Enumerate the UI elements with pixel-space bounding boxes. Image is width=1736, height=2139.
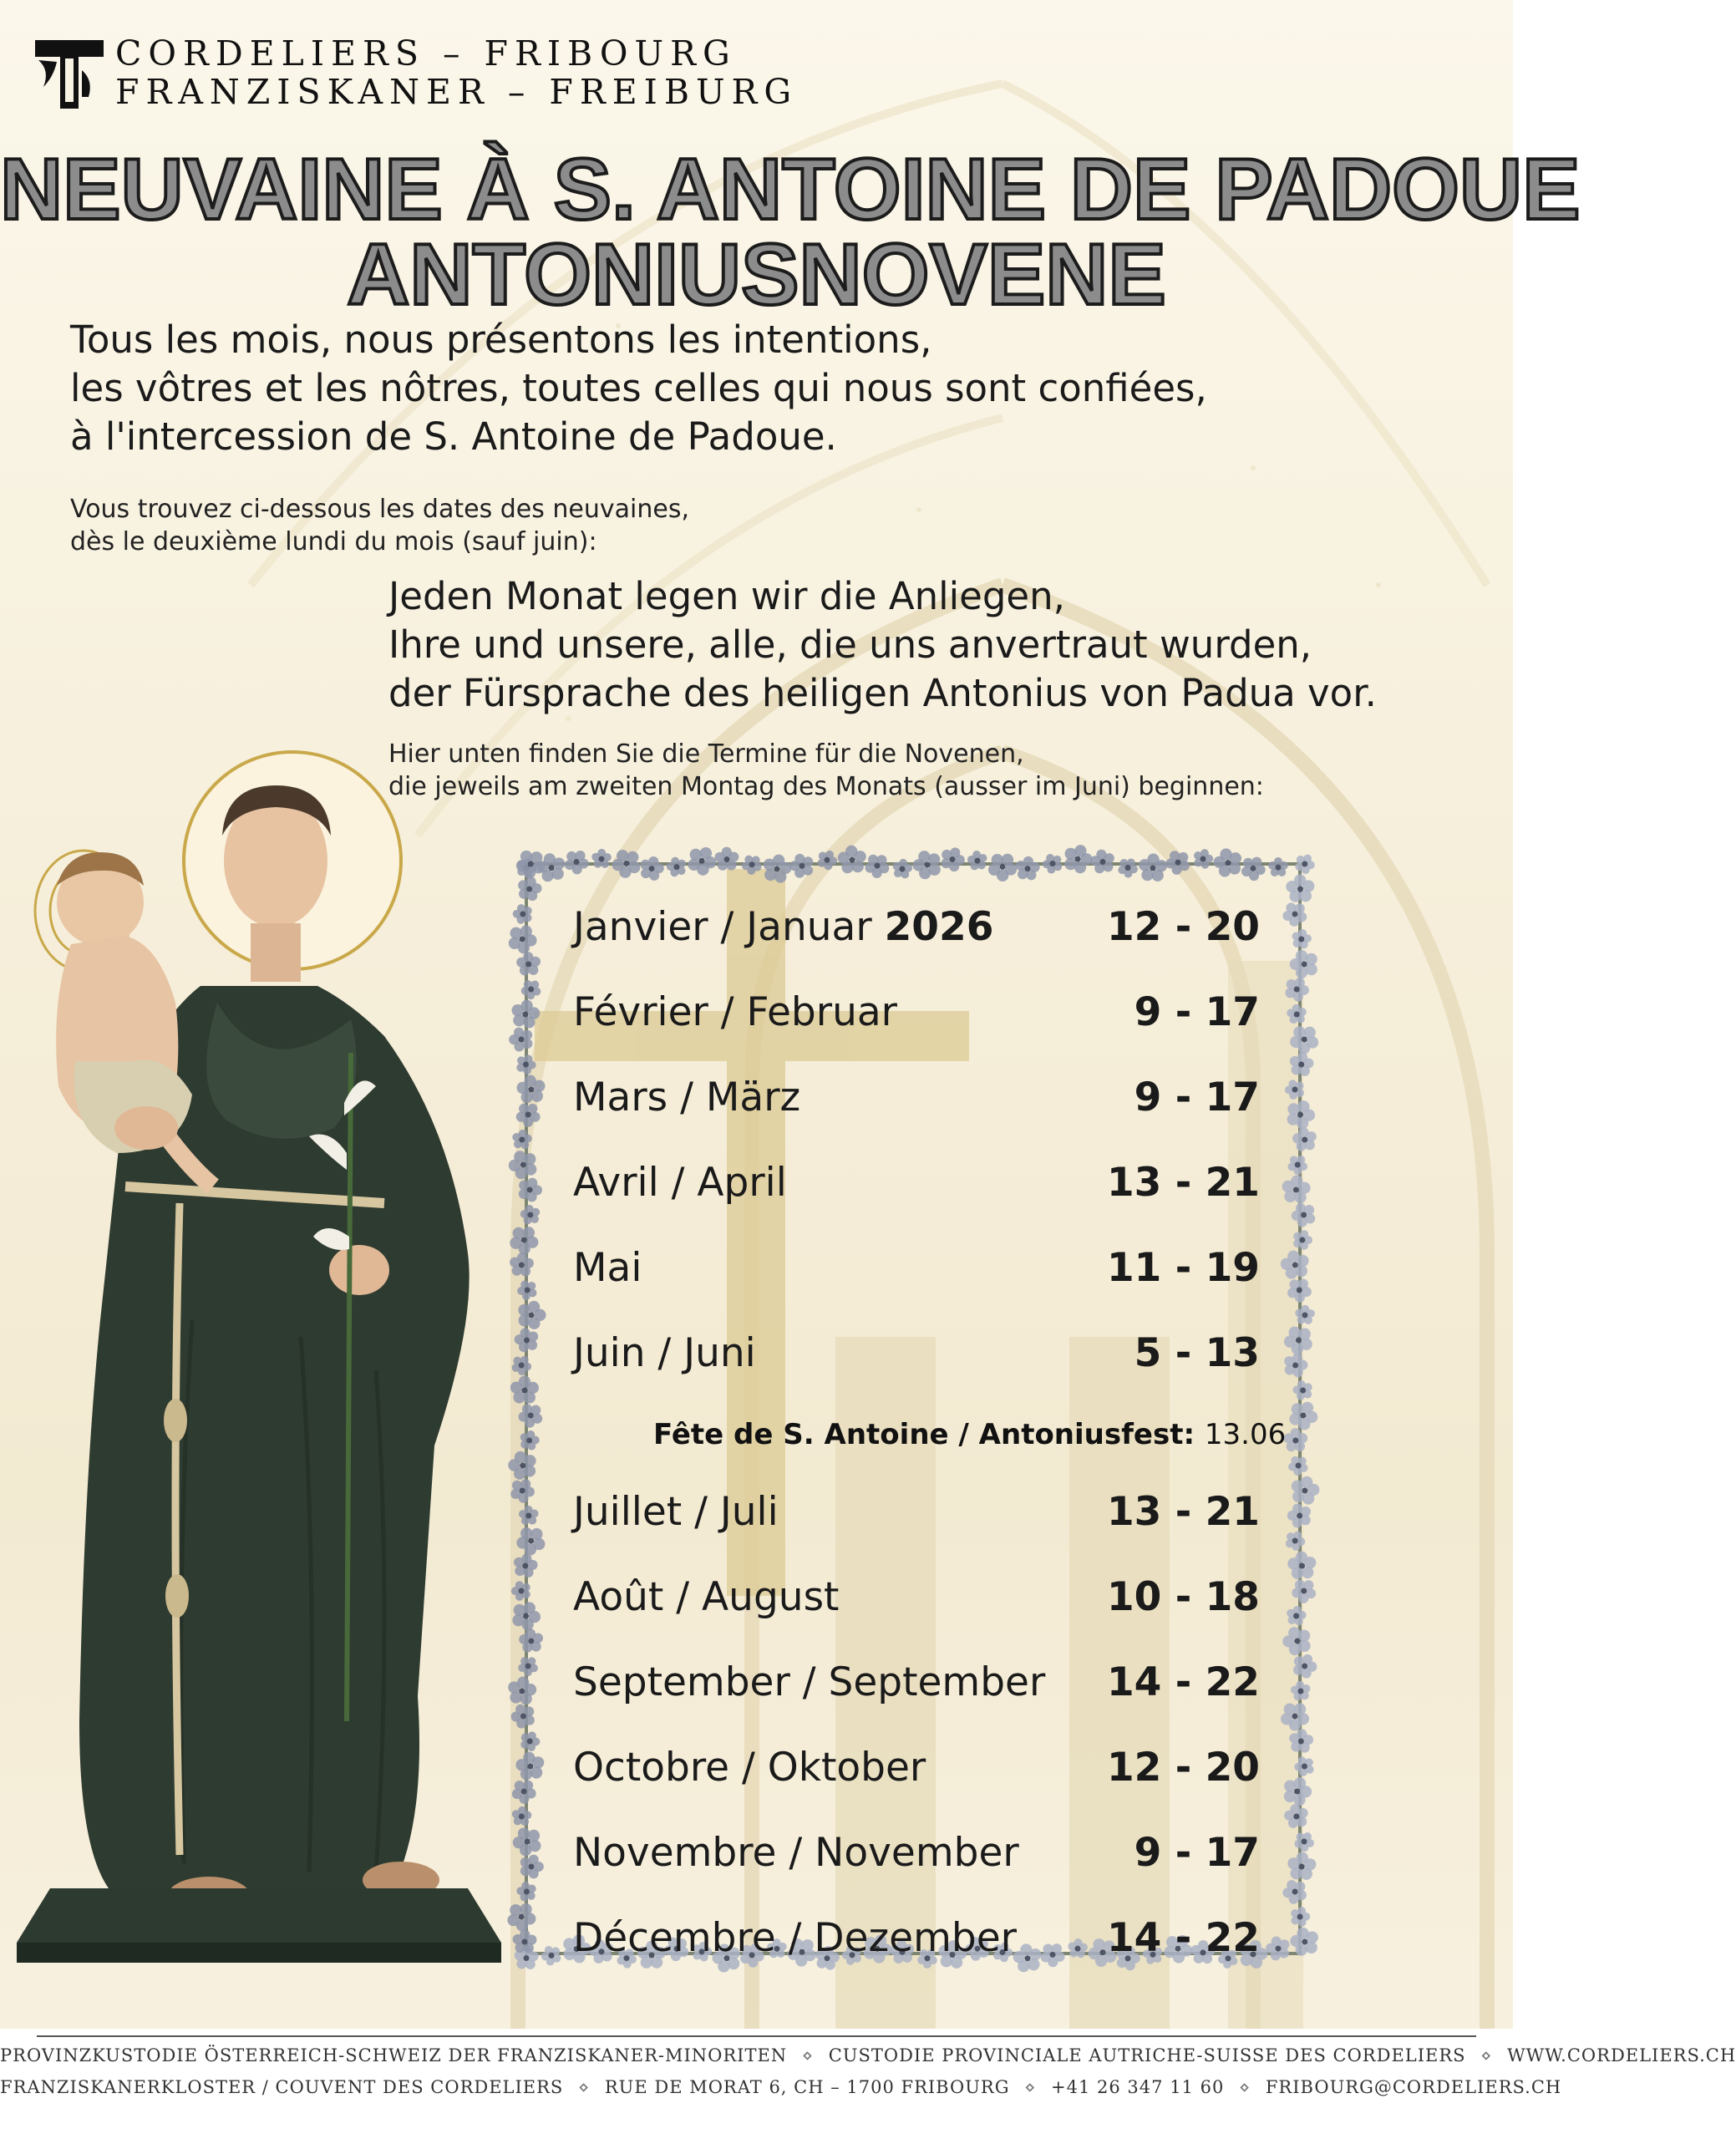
flower-icon <box>612 850 641 878</box>
novena-dates: 13 - 21 <box>1106 1160 1260 1206</box>
flower-icon <box>511 1000 540 1029</box>
novena-dates: 11 - 19 <box>1106 1245 1260 1291</box>
month-name: Janvier / Januar <box>573 904 872 950</box>
flower-icon <box>510 1479 535 1503</box>
flower-icon <box>591 849 612 868</box>
flower-icon <box>641 856 664 881</box>
footer-phone: +41 26 347 11 60 <box>1051 2077 1225 2097</box>
flower-icon <box>511 1705 535 1729</box>
novena-schedule <box>573 902 1287 1999</box>
flower-icon <box>742 856 762 875</box>
french-note-line: dès le deuxième lundi du mois (sauf juin): <box>70 527 597 556</box>
flower-icon <box>1289 1729 1313 1752</box>
flower-icon <box>509 1028 532 1052</box>
flower-icon <box>1291 1907 1310 1927</box>
flower-icon <box>1268 857 1288 876</box>
french-intro-line: à l'intercession de S. Antoine de Padoue. <box>70 414 837 459</box>
separator-icon: ⋄ <box>1480 2045 1493 2065</box>
german-intro-line: der Fürsprache des heiligen Antonius von Padua vor. <box>388 671 1377 715</box>
flower-icon <box>1292 1127 1317 1151</box>
flower-icon <box>1282 1880 1307 1904</box>
flower-icon <box>893 859 912 878</box>
feast-date: 13.06 <box>1204 1418 1287 1451</box>
footer-address: RUE DE MORAT 6, CH – 1700 FRIBOURG <box>604 2077 1010 2097</box>
flower-icon <box>1292 1203 1315 1227</box>
flower-icon <box>1295 1305 1315 1324</box>
flower-icon <box>1293 1230 1312 1250</box>
french-note-line: Vous trouvez ci-dessous les dates des neuvaines, <box>70 495 690 524</box>
flower-icon <box>818 851 837 870</box>
german-intro <box>388 572 1377 718</box>
schedule-row <box>573 1158 1266 1243</box>
flower-icon <box>541 1946 561 1965</box>
schedule-row <box>573 1487 1266 1572</box>
flower-icon <box>1287 1504 1311 1528</box>
footer <box>0 2029 1736 2139</box>
flower-icon <box>838 846 866 874</box>
novena-dates: 9 - 17 <box>1134 1075 1260 1120</box>
flower-icon <box>520 1205 540 1224</box>
flower-icon <box>1290 1026 1318 1054</box>
flower-icon <box>1285 1080 1304 1100</box>
month-label <box>573 1158 787 1208</box>
month-label <box>573 1487 779 1537</box>
flower-icon <box>1287 1156 1307 1175</box>
org-name-french: CORDELIERS – FRIBOURG <box>115 33 737 74</box>
flower-icon <box>1090 850 1114 874</box>
flower-icon <box>1294 1832 1314 1852</box>
month-name: Juin / Juni <box>573 1330 756 1376</box>
flower-icon <box>515 1328 538 1352</box>
title-german: ANTONIUSNOVENE <box>347 226 1166 323</box>
flower-icon <box>1290 1928 1318 1956</box>
month-name: Avril / April <box>573 1160 787 1206</box>
flower-icon <box>764 855 792 883</box>
flower-icon <box>1290 1052 1314 1076</box>
novena-dates: 13 - 21 <box>1106 1489 1260 1535</box>
flower-icon <box>518 1301 546 1329</box>
separator-icon: ⋄ <box>578 2077 591 2097</box>
flower-icon <box>912 851 940 879</box>
french-dates-note <box>70 493 689 558</box>
flower-icon <box>1286 874 1314 902</box>
month-name: Mai <box>573 1245 642 1291</box>
flower-icon <box>1289 1402 1317 1430</box>
flower-icon <box>519 1628 543 1652</box>
flower-icon <box>1287 1852 1316 1879</box>
flower-icon <box>1292 1476 1320 1505</box>
flower-icon <box>688 847 716 876</box>
month-name: Décembre / Dezember <box>573 1915 1017 1961</box>
separator-icon: ⋄ <box>1024 2077 1037 2097</box>
schedule-row <box>573 1572 1266 1658</box>
flower-icon <box>941 847 964 871</box>
flower-icon <box>509 926 537 954</box>
feast-day-note <box>653 1414 1286 1456</box>
flower-icon <box>519 1178 542 1202</box>
flower-icon <box>512 1806 532 1826</box>
flower-icon <box>1283 1428 1307 1451</box>
month-label <box>573 1073 800 1123</box>
flower-icon <box>715 847 739 871</box>
flower-icon <box>1282 902 1307 926</box>
novena-dates: 12 - 20 <box>1106 1745 1260 1791</box>
novena-dates: 14 - 22 <box>1106 1659 1260 1705</box>
title-french: NEUVAINE À S. ANTOINE DE PADOUE <box>0 141 1581 238</box>
footer-custody-de: PROVINZKUSTODIE ÖSTERREICH-SCHWEIZ DER FRANZISKANER-MINORITEN <box>0 2045 788 2065</box>
flower-icon <box>516 1054 536 1075</box>
flower-icon <box>1282 1627 1310 1655</box>
flower-icon <box>1139 853 1167 881</box>
flower-icon <box>513 904 532 924</box>
flower-icon <box>519 1506 539 1525</box>
month-label <box>573 902 993 953</box>
month-label <box>573 1913 1017 1964</box>
footer-convent: FRANZISKANERKLOSTER / COUVENT DES CORDELIERS <box>0 2077 564 2097</box>
flower-icon <box>1295 855 1314 874</box>
french-intro <box>70 316 1207 461</box>
flower-icon <box>1043 854 1062 874</box>
flower-icon <box>865 855 889 878</box>
flower-icon <box>1294 1756 1313 1776</box>
month-name: Mars / März <box>573 1075 801 1120</box>
flower-icon <box>512 1781 536 1804</box>
flower-icon <box>519 1404 543 1428</box>
flower-icon <box>1194 849 1213 869</box>
schedule-row <box>573 1913 1266 1999</box>
schedule-row <box>573 1329 1266 1414</box>
flower-icon <box>1284 1777 1312 1806</box>
footer-line-2 <box>0 2077 1562 2097</box>
flower-icon <box>1287 1606 1306 1625</box>
flower-icon <box>516 1104 541 1127</box>
novena-dates: 10 - 18 <box>1106 1574 1260 1620</box>
organization-header <box>35 33 799 117</box>
flower-icon <box>513 1929 537 1953</box>
franciscan-tau-logo-icon <box>35 37 104 112</box>
flower-icon <box>789 854 813 878</box>
flower-icon <box>511 1581 530 1601</box>
novena-dates: 5 - 13 <box>1134 1330 1260 1376</box>
flower-icon <box>509 1151 537 1179</box>
flower-icon <box>516 1882 536 1902</box>
german-intro-line: Ihre und unsere, alle, die uns anvertraut wurden, <box>388 622 1312 667</box>
flower-icon <box>565 851 589 874</box>
flower-icon <box>510 1227 538 1254</box>
schedule-row <box>573 1828 1266 1913</box>
flower-icon <box>1284 1804 1308 1828</box>
flower-icon <box>667 857 686 877</box>
footer-website: WWW.CORDELIERS.CH <box>1507 2045 1736 2065</box>
flower-icon <box>1282 1175 1311 1203</box>
schedule-row <box>573 902 1266 988</box>
french-intro-line: Tous les mois, nous présentons les intentions, <box>70 318 932 362</box>
saint-anthony-statue-image <box>0 735 501 1972</box>
flower-icon <box>1293 1380 1312 1400</box>
flower-icon <box>1284 1353 1307 1377</box>
flower-icon <box>517 1281 536 1300</box>
month-label <box>573 988 897 1038</box>
month-name: September / September <box>573 1659 1046 1705</box>
month-name: Novembre / November <box>573 1830 1019 1876</box>
flower-icon <box>1281 1703 1309 1730</box>
year-label: 2026 <box>884 904 994 950</box>
flower-icon <box>1118 858 1138 877</box>
separator-icon: ⋄ <box>801 2045 815 2065</box>
flower-icon <box>1290 950 1317 978</box>
flower-icon <box>512 1602 541 1630</box>
flower-icon <box>1165 851 1190 875</box>
german-dates-note <box>388 738 1264 803</box>
footer-custody-fr: CUSTODIE PROVINCIALE AUTRICHE-SUISSE DES CORDELIERS <box>828 2045 1466 2065</box>
flower-icon <box>517 1075 546 1104</box>
flower-icon <box>1292 1580 1316 1603</box>
german-note-line: Hier unten finden Sie die Termine für die Novenen, <box>388 739 1024 769</box>
feast-label: Fête de S. Antoine / Antoniusfest: <box>653 1418 1195 1451</box>
flower-icon <box>967 851 987 870</box>
feast-day-row <box>573 1414 1287 1487</box>
schedule-row <box>573 988 1266 1073</box>
flower-icon <box>518 876 541 901</box>
novena-dates: 9 - 17 <box>1134 1830 1260 1876</box>
flower-icon <box>514 1553 538 1578</box>
month-label <box>573 1828 1019 1878</box>
flower-icon <box>1293 1654 1317 1679</box>
schedule-row <box>573 1243 1266 1329</box>
flower-icon <box>513 1827 541 1856</box>
flower-icon <box>520 1855 544 1879</box>
month-label <box>573 1329 756 1379</box>
flower-icon <box>1284 1327 1312 1355</box>
month-label <box>573 1743 926 1793</box>
schedule-row <box>573 1073 1266 1158</box>
flower-icon <box>512 1130 531 1149</box>
flower-icon <box>512 1356 532 1375</box>
flower-icon <box>1285 978 1309 1002</box>
flower-icon <box>510 1375 539 1403</box>
footer-divider <box>37 2035 1476 2037</box>
flower-icon <box>520 1430 540 1451</box>
flower-icon <box>515 1752 544 1781</box>
separator-icon: ⋄ <box>1239 2077 1251 2097</box>
flower-icon <box>516 952 541 975</box>
schedule-row <box>573 1743 1266 1828</box>
flower-icon <box>1287 1278 1312 1302</box>
flower-icon <box>520 1731 540 1751</box>
month-name: Octobre / Oktober <box>573 1745 926 1791</box>
flower-icon <box>508 1451 536 1480</box>
month-label <box>573 1243 642 1293</box>
month-name: Juillet / Juli <box>573 1489 779 1535</box>
flower-icon <box>1287 1551 1316 1578</box>
flower-icon <box>1064 845 1092 873</box>
novena-dates: 14 - 22 <box>1106 1915 1260 1961</box>
flower-icon <box>988 854 1017 882</box>
flower-icon <box>1281 1251 1309 1279</box>
schedule-row <box>573 1658 1266 1743</box>
footer-line-1 <box>0 2045 1736 2065</box>
flower-icon <box>1213 848 1241 876</box>
flower-icon <box>1292 929 1312 949</box>
month-label <box>573 1572 840 1623</box>
flower-icon <box>507 1903 536 1932</box>
german-intro-line: Jeden Monat legen wir die Anliegen, <box>388 574 1065 618</box>
flower-icon <box>510 1252 534 1276</box>
flower-icon <box>516 1527 545 1556</box>
month-name: Février / Februar <box>573 989 897 1035</box>
flower-icon <box>1241 857 1266 882</box>
flower-icon <box>1266 1937 1289 1961</box>
french-intro-line: les vôtres et les nôtres, toutes celles qui nous sont confiées, <box>70 366 1207 410</box>
flower-icon <box>518 1657 538 1676</box>
footer-email: FRIBOURG@CORDELIERS.CH <box>1265 2077 1562 2097</box>
flower-icon <box>1287 1100 1315 1129</box>
novena-dates: 12 - 20 <box>1106 904 1260 950</box>
flower-icon <box>1286 1532 1305 1551</box>
flower-icon <box>1287 1004 1307 1024</box>
novena-dates: 9 - 17 <box>1134 989 1260 1035</box>
flower-icon <box>521 980 541 999</box>
flower-icon <box>1288 1456 1308 1476</box>
month-name: Août / August <box>573 1574 840 1620</box>
flower-icon <box>1291 1681 1310 1700</box>
flower-icon <box>508 1677 536 1705</box>
org-name-german: FRANZISKANER – FREIBURG <box>115 72 799 112</box>
flower-icon <box>1016 856 1040 880</box>
german-note-line: die jeweils am zweiten Montag des Monats (ausser im Juni) beginnen: <box>388 772 1264 801</box>
month-label <box>573 1658 1045 1708</box>
